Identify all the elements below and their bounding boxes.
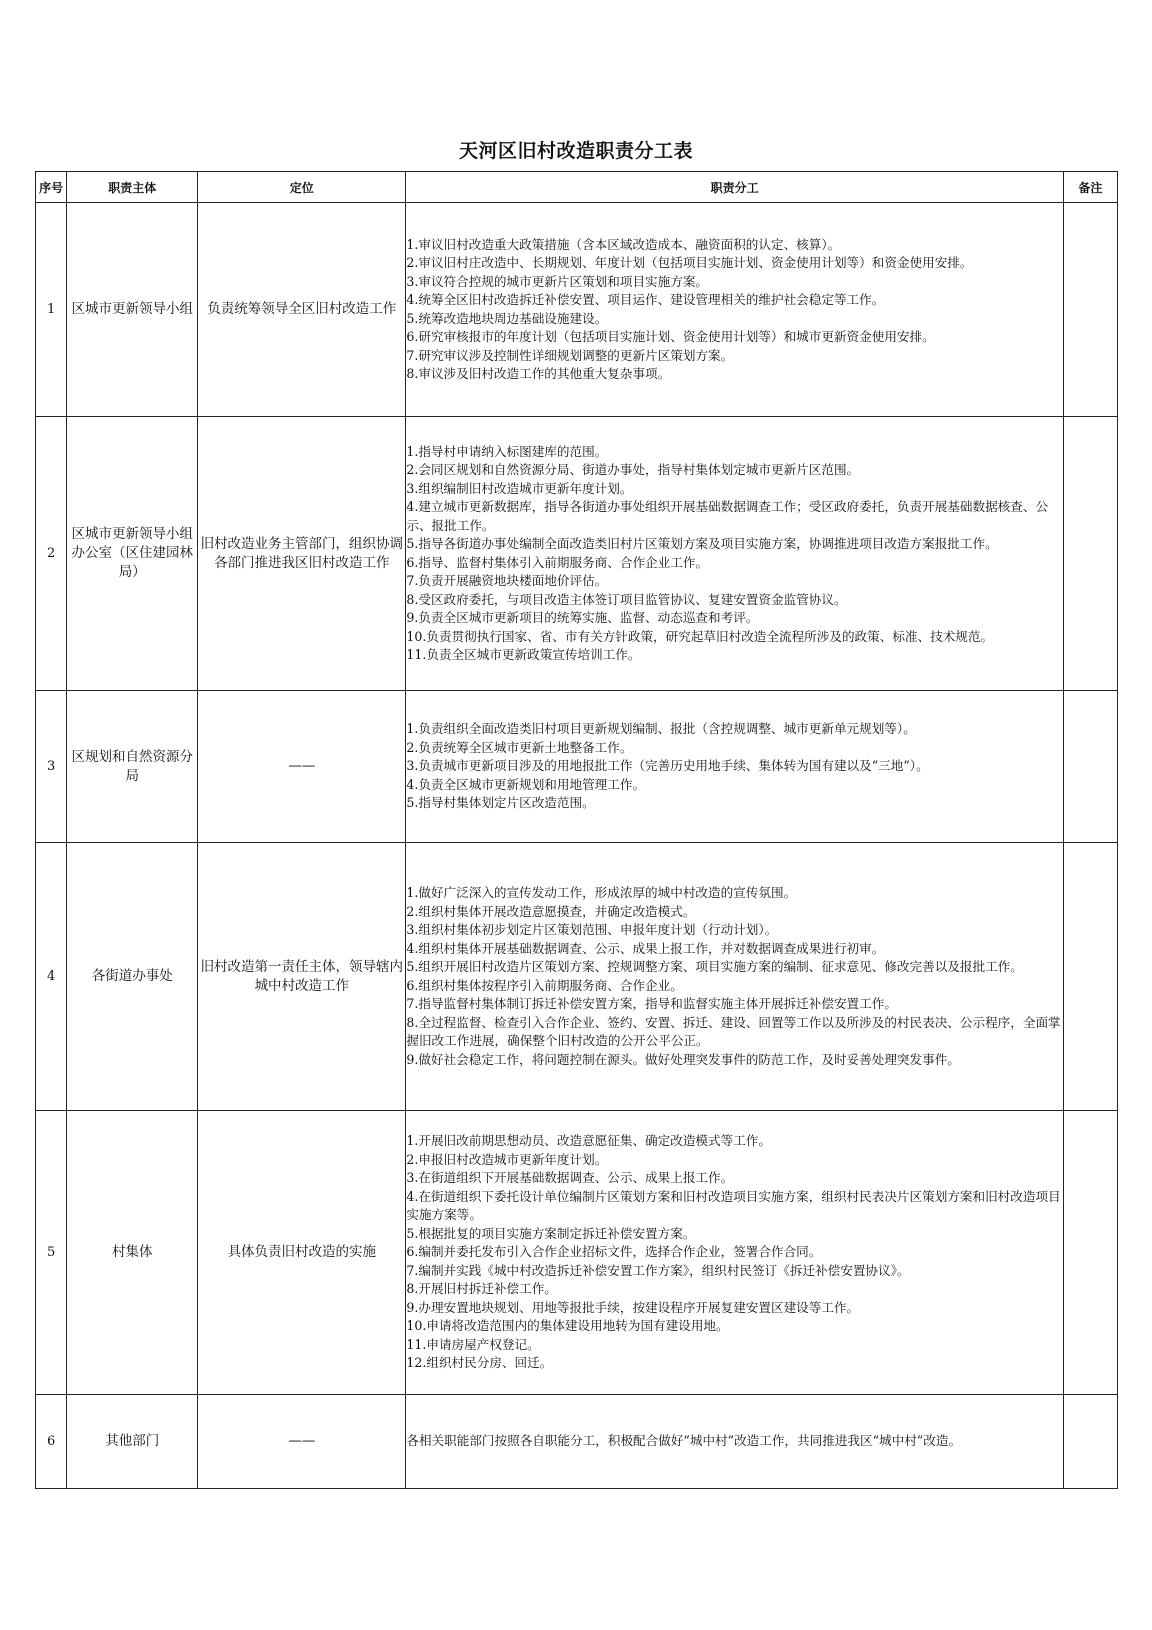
duty-item: 5.统筹改造地块周边基础设施建设。 bbox=[406, 310, 608, 326]
duty-item: 4.组织村集体开展基础数据调查、公示、成果上报工作，并对数据调查成果进行初审。 bbox=[406, 940, 885, 956]
row-position: 负责统筹领导全区旧村改造工作 bbox=[198, 203, 406, 417]
table-row bbox=[36, 1111, 1118, 1395]
header-subject: 职责主体 bbox=[67, 172, 198, 203]
row-remarks bbox=[1063, 691, 1117, 843]
header-duties: 职责分工 bbox=[406, 172, 1064, 203]
row-index: 6 bbox=[36, 1395, 67, 1489]
duty-item: 2.审议旧村庄改造中、长期规划、年度计划（包括项目实施计划、资金使用计划等）和资金使用安排。 bbox=[406, 255, 973, 270]
duty-item: 11.负责全区城市更新政策宣传培训工作。 bbox=[406, 647, 641, 662]
duty-item: 8.开展旧村拆迁补偿工作。 bbox=[406, 1281, 557, 1297]
row-position: 旧村改造业务主管部门，组织协调各部门推进我区旧村改造工作 bbox=[198, 417, 406, 691]
duty-item: 2.负责统筹全区城市更新土地整备工作。 bbox=[406, 739, 633, 755]
duty-item: 4.统筹全区旧村改造拆迁补偿安置、项目运作、建设管理相关的维护社会稳定等工作。 bbox=[406, 292, 885, 307]
duty-table bbox=[35, 171, 1118, 1489]
duty-item: 10.申请将改造范围内的集体建设用地转为国有建设用地。 bbox=[406, 1318, 729, 1334]
duty-item: 5.根据批复的项目实施方案制定拆迁补偿安置方案。 bbox=[406, 1225, 696, 1241]
header-position: 定位 bbox=[198, 172, 406, 203]
duty-item: 8.审议涉及旧村改造工作的其他重大复杂事项。 bbox=[406, 366, 671, 381]
table-header-row bbox=[36, 172, 1118, 203]
duty-item: 1.审议旧村改造重大政策措施（含本区域改造成本、融资面积的认定、核算）。 bbox=[406, 236, 841, 252]
row-subject: 区城市更新领导小组办公室（区住建园林局） bbox=[67, 417, 198, 691]
duty-item: 7.负责开展融资地块楼面地价评估。 bbox=[406, 573, 608, 588]
duty-item: 各相关职能部门按照各自职能分工，积极配合做好“城中村”改造工作，共同推进我区“城中村”改造。 bbox=[406, 1433, 962, 1449]
row-duties bbox=[406, 691, 1064, 843]
page-title: 天河区旧村改造职责分工表 bbox=[458, 140, 693, 162]
duty-item: 3.组织村集体初步划定片区策划范围、申报年度计划（行动计划）。 bbox=[406, 922, 778, 937]
table-row bbox=[36, 1395, 1118, 1489]
duty-item: 9.做好社会稳定工作，将问题控制在源头。做好处理突发事件的防范工作，及时妥善处理突发事件。 bbox=[406, 1051, 960, 1067]
duty-item: 7.指导监督村集体制订拆迁补偿安置方案，指导和监督实施主体开展拆迁补偿安置工作。 bbox=[406, 996, 897, 1011]
header-remarks: 备注 bbox=[1063, 172, 1117, 203]
table-row bbox=[36, 203, 1118, 417]
row-subject: 其他部门 bbox=[67, 1395, 198, 1489]
duty-item: 4.建立城市更新数据库，指导各街道办事处组织开展基础数据调查工作；受区政府委托，负责开展基础数据核查、公示、报批工作。 bbox=[406, 499, 1049, 533]
row-remarks bbox=[1063, 843, 1117, 1111]
duty-item: 2.组织村集体开展改造意愿摸查，并确定改造模式。 bbox=[406, 903, 696, 919]
row-remarks bbox=[1063, 1395, 1117, 1489]
row-index: 4 bbox=[36, 843, 67, 1111]
duty-item: 9.负责全区城市更新项目的统筹实施、监督、动态巡查和考评。 bbox=[406, 610, 759, 625]
duty-item: 11.申请房屋产权登记。 bbox=[406, 1336, 540, 1352]
row-remarks bbox=[1063, 1111, 1117, 1395]
table-row bbox=[36, 691, 1118, 843]
header-index: 序号 bbox=[36, 172, 67, 203]
duty-item: 1.做好广泛深入的宣传发动工作，形成浓厚的城中村改造的宣传氛围。 bbox=[406, 885, 797, 900]
row-position: —— bbox=[198, 1395, 406, 1489]
duty-item: 6.编制并委托发布引入合作企业招标文件，选择合作企业，签署合作合同。 bbox=[406, 1244, 822, 1260]
row-index: 5 bbox=[36, 1111, 67, 1395]
row-position: 具体负责旧村改造的实施 bbox=[198, 1111, 406, 1395]
duty-item: 4.负责全区城市更新规划和用地管理工作。 bbox=[406, 776, 646, 792]
table-row bbox=[36, 417, 1118, 691]
duty-item: 2.会同区规划和自然资源分局、街道办事处，指导村集体划定城市更新片区范围。 bbox=[406, 462, 860, 477]
duty-item: 7.编制并实践《城中村改造拆迁补偿安置工作方案》，组织村民签订《拆迁补偿安置协议》。 bbox=[406, 1262, 910, 1278]
duty-item: 6.组织村集体按程序引入前期服务商、合作企业。 bbox=[406, 977, 683, 993]
duty-item: 8.全过程监督、检查引入合作企业、签约、安置、拆迁、建设、回置等工作以及所涉及的村民表决、公示程序，全面掌握旧改工作进展，确保整个旧村改造的公开公平公正。 bbox=[406, 1014, 1061, 1048]
row-duties bbox=[406, 1111, 1064, 1395]
duty-item: 3.在街道组织下开展基础数据调查、公示、成果上报工作。 bbox=[406, 1170, 734, 1186]
duty-item: 6.研究审核报市的年度计划（包括项目实施计划、资金使用计划等）和城市更新资金使用安排。 bbox=[406, 329, 935, 344]
duty-item: 8.受区政府委托，与项目改造主体签订项目监管协议、复建安置资金监管协议。 bbox=[406, 591, 847, 607]
row-subject: 区规划和自然资源分局 bbox=[67, 691, 198, 843]
duty-item: 3.组织编制旧村改造城市更新年度计划。 bbox=[406, 480, 633, 496]
row-subject: 区城市更新领导小组 bbox=[67, 203, 198, 417]
duty-item: 10.负责贯彻执行国家、省、市有关方针政策，研究起草旧村改造全流程所涉及的政策、标准、技术规范。 bbox=[406, 628, 994, 644]
row-remarks bbox=[1063, 417, 1117, 691]
row-position: 旧村改造第一责任主体，领导辖内城中村改造工作 bbox=[198, 843, 406, 1111]
row-index: 3 bbox=[36, 691, 67, 843]
duty-item: 3.审议符合控规的城市更新片区策划和项目实施方案。 bbox=[406, 273, 709, 289]
row-subject: 村集体 bbox=[67, 1111, 198, 1395]
duty-item: 6.指导、监督村集体引入前期服务商、合作企业工作。 bbox=[406, 554, 709, 570]
table-row bbox=[36, 843, 1118, 1111]
row-position: —— bbox=[198, 691, 406, 843]
duty-item: 5.组织开展旧村改造片区策划方案、控规调整方案、项目实施方案的编制、征求意见、修改完善以及报批工作。 bbox=[406, 959, 1023, 974]
duty-item: 1.指导村申请纳入标图建库的范围。 bbox=[406, 443, 608, 459]
row-duties bbox=[406, 417, 1064, 691]
duty-item: 2.申报旧村改造城市更新年度计划。 bbox=[406, 1151, 608, 1167]
duty-item: 4.在街道组织下委托设计单位编制片区策划方案和旧村改造项目实施方案，组织村民表决片区策划方案和旧村改造项目实施方案等。 bbox=[406, 1188, 1061, 1223]
duty-item: 5.指导村集体划定片区改造范围。 bbox=[406, 795, 595, 811]
row-index: 1 bbox=[36, 203, 67, 417]
row-index: 2 bbox=[36, 417, 67, 691]
row-duties bbox=[406, 843, 1064, 1111]
row-remarks bbox=[1063, 203, 1117, 417]
duty-item: 7.研究审议涉及控制性详细规划调整的更新片区策划方案。 bbox=[406, 347, 734, 363]
row-subject: 各街道办事处 bbox=[67, 843, 198, 1111]
duty-item: 1.开展旧改前期思想动员、改造意愿征集、确定改造模式等工作。 bbox=[406, 1133, 771, 1149]
duty-item: 9.办理安置地块规划、用地等报批手续，按建设程序开展复建安置区建设等工作。 bbox=[406, 1299, 860, 1315]
row-duties bbox=[406, 1395, 1064, 1489]
duty-item: 5.指导各街道办事处编制全面改造类旧村片区策划方案及项目实施方案，协调推进项目改造方案报批工作。 bbox=[406, 536, 998, 551]
duty-item: 12.组织村民分房、回迁。 bbox=[406, 1355, 553, 1371]
row-duties bbox=[406, 203, 1064, 417]
duty-item: 3.负责城市更新项目涉及的用地报批工作（完善历史用地手续、集体转为国有建以及“三地”）。 bbox=[406, 758, 929, 774]
duty-item: 1.负责组织全面改造类旧村项目更新规划编制、报批（含控规调整、城市更新单元规划等）。 bbox=[406, 721, 916, 737]
